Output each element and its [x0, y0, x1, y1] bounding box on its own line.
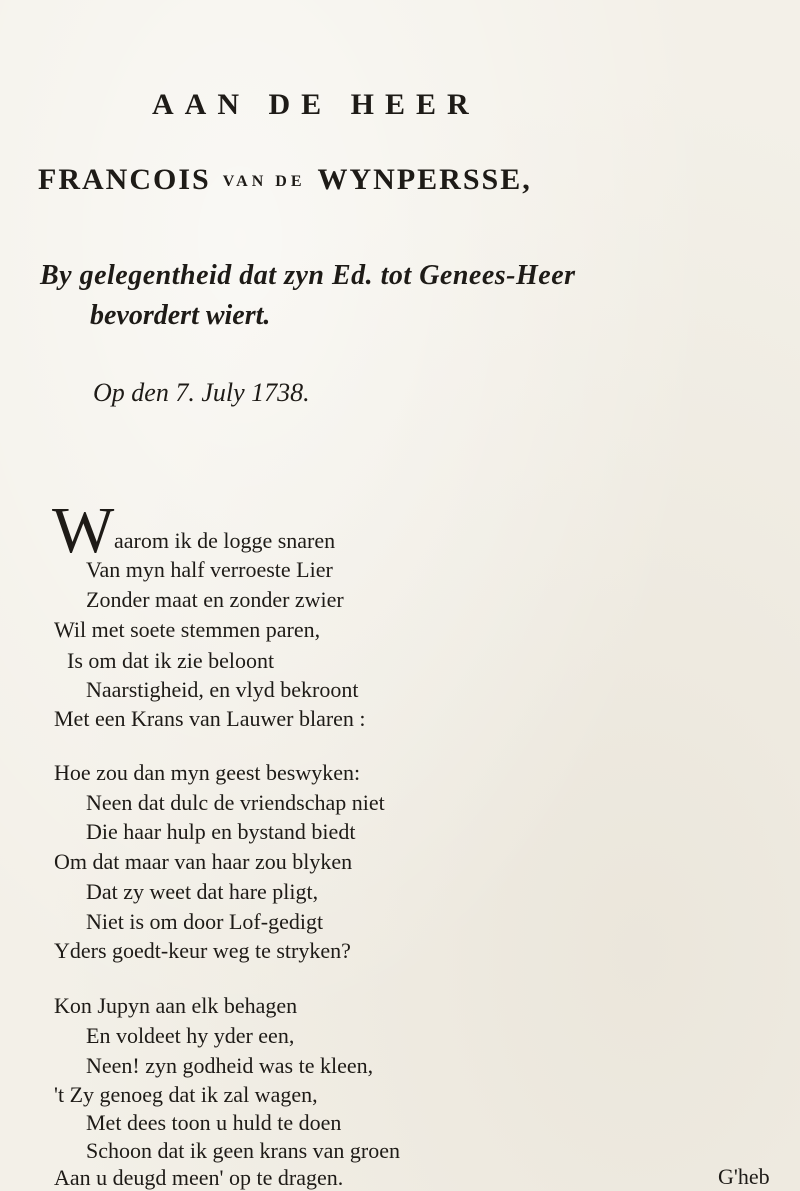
- verse-line: Wil met soete stemmen paren,: [54, 617, 321, 642]
- verse-line: Schoon dat ik geen krans van groen: [86, 1138, 401, 1163]
- verse-line: Kon Jupyn aan elk behagen: [54, 993, 298, 1018]
- verse-line: Van myn half verroeste Lier: [86, 557, 333, 582]
- verse-line: Niet is om door Lof-gedigt: [86, 909, 324, 934]
- verse-line: Naarstigheid, en vlyd bekroont: [86, 677, 359, 702]
- heading-name-last: WYNPERSSE,: [317, 163, 532, 196]
- verse-line: Neen! zyn godheid was te kleen,: [86, 1053, 374, 1078]
- occasion-line2: bevordert wiert.: [90, 300, 271, 331]
- poem-date: Op den 7. July 1738.: [93, 378, 310, 407]
- verse-line: Dat zy weet dat hare pligt,: [86, 879, 319, 904]
- verse-line: Die haar hulp en bystand biedt: [86, 819, 356, 844]
- verse-line: Yders goedt-keur weg te stryken?: [54, 938, 351, 963]
- verse-line: 't Zy genoeg dat ik zal wagen,: [54, 1082, 318, 1107]
- heading-name: [38, 163, 532, 197]
- verse-line: Aan u deugd meen' op te dragen.: [54, 1165, 344, 1190]
- verse-line: Hoe zou dan myn geest beswyken:: [54, 760, 361, 785]
- verse-line: Zonder maat en zonder zwier: [86, 587, 344, 612]
- verse-line: En voldeet hy yder een,: [86, 1023, 295, 1048]
- catchword: G'heb: [718, 1164, 770, 1189]
- occasion-line1: By gelegentheid dat zyn Ed. tot Genees-Heer: [40, 260, 576, 291]
- verse-line: Met dees toon u huld te doen: [86, 1110, 342, 1135]
- verse-line: Om dat maar van haar zou blyken: [54, 849, 353, 874]
- verse-line: aarom ik de logge snaren: [114, 528, 336, 553]
- verse-line: Is om dat ik zie beloont: [67, 648, 275, 673]
- verse-line: Neen dat dulc de vriendschap niet: [86, 790, 385, 815]
- drop-cap: W: [52, 494, 115, 567]
- heading-name-first: FRANCOIS: [38, 163, 211, 196]
- verse-line: Met een Krans van Lauwer blaren :: [54, 706, 366, 731]
- bleed-through-text: [230, 128, 236, 154]
- heading-name-particle: VAN DE: [222, 173, 306, 190]
- heading-line1: AAN DE HEER: [152, 88, 480, 121]
